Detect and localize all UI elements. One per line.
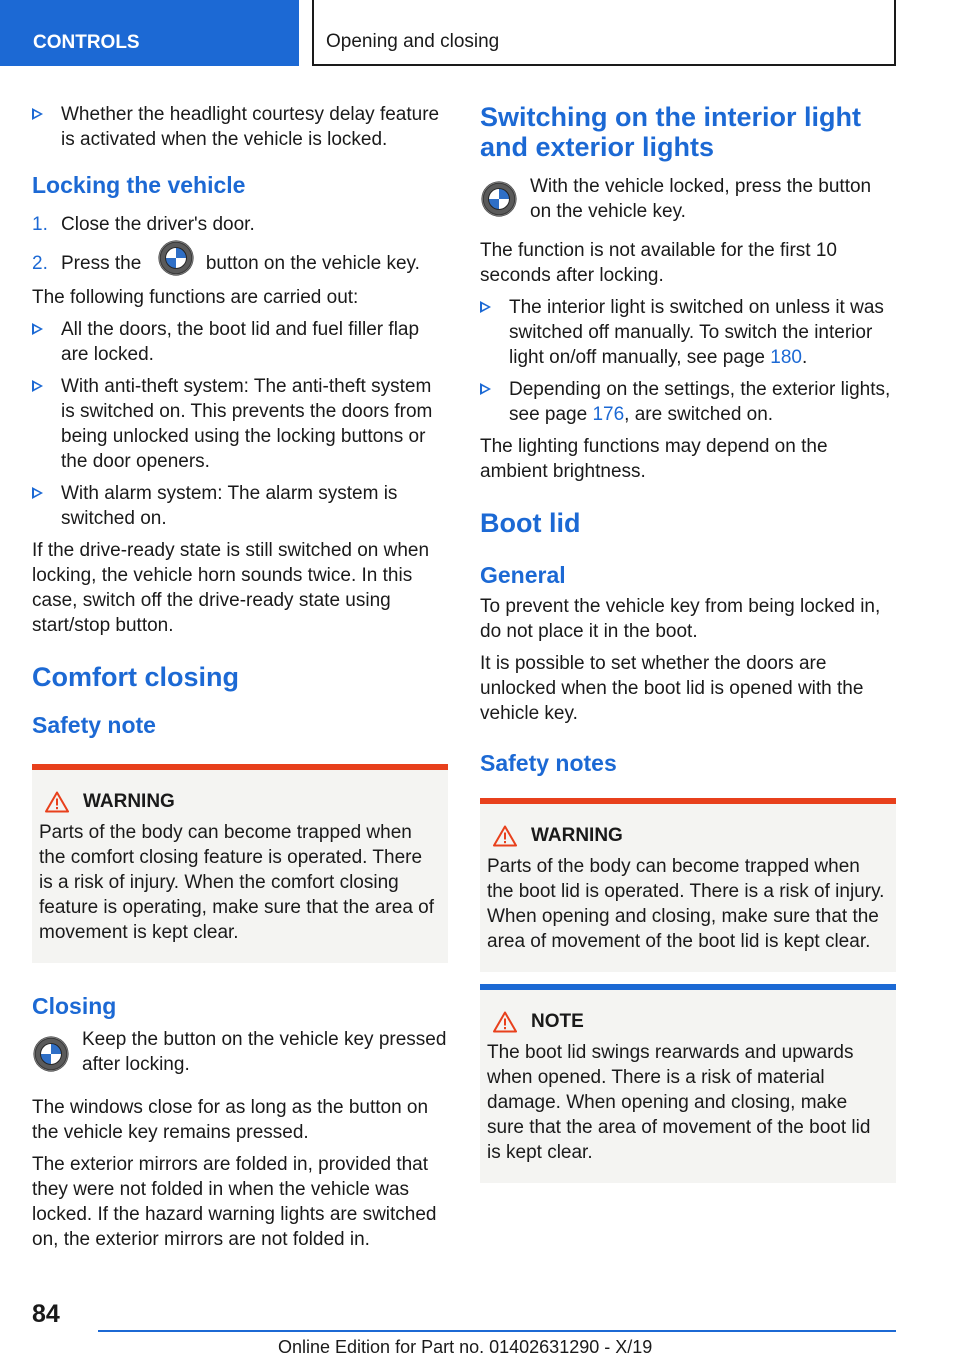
page-header xyxy=(0,0,960,66)
paragraph: To prevent the vehicle key from being locked in, do not place it in the boot. xyxy=(480,596,881,642)
bullet-triangle-icon xyxy=(480,301,491,313)
vehicle-key-button-icon xyxy=(32,1035,70,1073)
warning-triangle-icon xyxy=(45,791,69,813)
chapter-title: Opening and closing xyxy=(312,0,896,66)
paragraph: The windows close for as long as the button on the vehicle key remains pressed. xyxy=(32,1097,429,1143)
page-link[interactable]: 180 xyxy=(770,347,802,368)
section-heading-safety-note: Safety note xyxy=(32,712,156,738)
page-link[interactable]: 176 xyxy=(592,404,625,425)
paragraph: If the drive-ready state is still switched on when locking, the vehicle horn sounds twice. In this case, switch off the drive-ready state using start/stop button. xyxy=(32,540,430,636)
bullet-triangle-icon xyxy=(32,323,43,335)
edition-footer: Online Edition for Part no. 01402631290 - X/19 xyxy=(278,1337,653,1357)
warning-box xyxy=(32,764,448,963)
section-heading-closing: Closing xyxy=(32,993,117,1019)
footer-rule xyxy=(98,1330,896,1332)
note-box xyxy=(480,984,896,1183)
step-item: 2. Press the button on the vehicle key. xyxy=(32,251,448,277)
section-heading-safety-notes: Safety notes xyxy=(480,750,617,776)
list-item: All the doors, the boot lid and fuel filler flap are locked. xyxy=(32,317,448,367)
note-text: The boot lid swings rearwards and upwards when opened. There is a risk of material damage. When opening and closing, make sure that the area of movement of the boot lid is kept clear. xyxy=(487,1042,871,1163)
list-item: Depending on the settings, the exterior lights, see page 176, are switched on. xyxy=(480,377,896,427)
warning-triangle-icon xyxy=(493,825,517,847)
section-heading-comfort-closing: Comfort closing xyxy=(32,662,239,692)
warning-box xyxy=(480,798,896,972)
warning-text: Parts of the body can become trapped when the boot lid is operated. There is a risk of injury. When opening and closing, make sure that the area of movement of the boot lid is kept clear. xyxy=(487,856,885,952)
warning-label: WARNING xyxy=(83,791,175,812)
bullet-triangle-icon xyxy=(32,487,43,499)
key-instruction: With the vehicle locked, press the button on the vehicle key. xyxy=(480,174,896,224)
section-heading-general: General xyxy=(480,562,566,588)
section-heading-lights: Switching on the interior light and exterior lights xyxy=(480,102,861,162)
page-number: 84 xyxy=(32,1300,60,1328)
key-instruction: Keep the button on the vehicle key pressed after locking. xyxy=(32,1027,448,1077)
section-heading-locking: Locking the vehicle xyxy=(32,172,246,198)
list-item: With alarm system: The alarm system is switched on. xyxy=(32,481,448,531)
bullet-triangle-icon xyxy=(480,383,491,395)
warning-triangle-icon xyxy=(493,1011,517,1033)
vehicle-key-button-icon xyxy=(480,180,518,218)
paragraph: The function is not available for the first 10 seconds after locking. xyxy=(480,240,837,286)
list-item: The interior light is switched on unless it was switched off manually. To switch the interior light on/off manually, see page 180. xyxy=(480,295,896,370)
paragraph: The exterior mirrors are folded in, provided that they were not folded in when the vehicle was locked. If the hazard warning lights are switched on, the exterior mirrors are not folded in. xyxy=(32,1154,437,1250)
paragraph: It is possible to set whether the doors are unlocked when the boot lid is opened with the vehicle key. xyxy=(480,653,864,724)
paragraph: The lighting functions may depend on the ambient brightness. xyxy=(480,436,828,482)
section-heading-boot-lid: Boot lid xyxy=(480,508,581,538)
warning-text: Parts of the body can become trapped when the comfort closing feature is operated. There is a risk of injury. When the comfort closing feature is operating, make sure that the area of movement is kept clear. xyxy=(39,822,435,943)
right-column xyxy=(480,102,896,1207)
note-label: NOTE xyxy=(531,1011,584,1032)
warning-label: WARNING xyxy=(531,825,623,846)
vehicle-key-button-icon xyxy=(157,239,195,277)
functions-intro: The following functions are carried out: xyxy=(32,287,359,308)
step-item: 1. Close the driver's door. xyxy=(32,214,255,235)
list-item: With anti-theft system: The anti-theft system is switched on. This prevents the doors from being unlocked using the locking buttons or the door openers. xyxy=(32,374,448,474)
left-column xyxy=(32,102,448,1259)
bullet-triangle-icon xyxy=(32,108,43,120)
section-tab: CONTROLS xyxy=(0,0,299,66)
bullet-triangle-icon xyxy=(32,380,43,392)
list-item: Whether the headlight courtesy delay feature is activated when the vehicle is locked. xyxy=(32,102,448,152)
